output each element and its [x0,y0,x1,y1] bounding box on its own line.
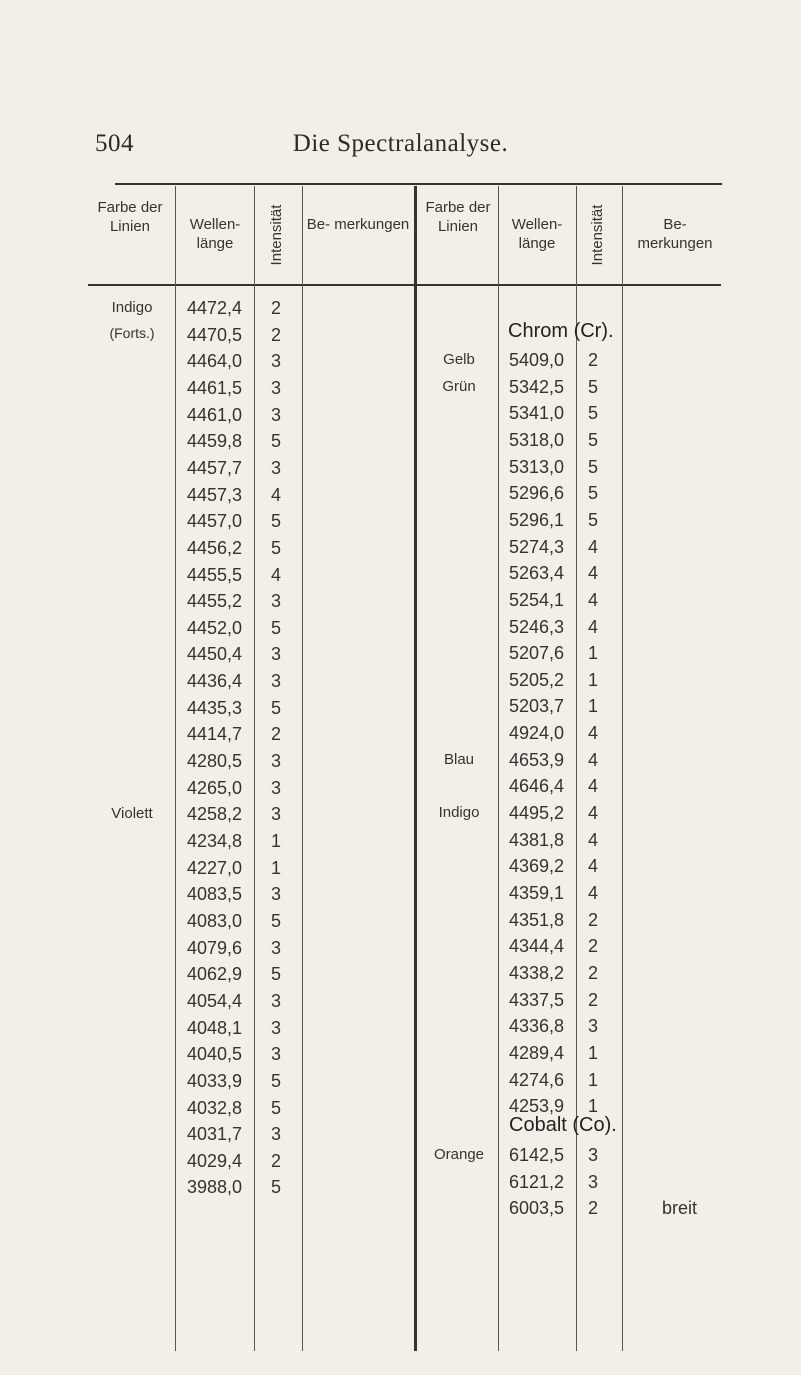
header-wellenlaenge-right: Wellen- länge [511,216,563,252]
wavelength-cell: 4253,9 [509,1096,565,1117]
wavelength-cell: 5341,0 [509,403,565,424]
intensity-cell: 2 [587,962,598,983]
wavelength-cell: 3988,0 [187,1177,243,1198]
intensity-cell: 2 [270,298,281,318]
wavelength-cell: 5318,0 [509,429,565,450]
wavelength-cell: 4062,9 [187,964,243,985]
wavelength-cell: 4455,2 [187,591,243,612]
wavelength-cell: 4457,0 [187,511,243,532]
wavelength-cell: 6142,5 [509,1145,565,1165]
wavelength-cell: 5203,7 [509,696,565,717]
wavelength-cell: 4470,5 [187,324,243,345]
intensity-cell: 4 [587,776,598,797]
intensity-cell: 3 [270,1124,281,1145]
wavelength-cell: 4033,9 [187,1070,243,1091]
wavelength-cell: 4265,0 [187,777,243,798]
wavelength-cell: 5313,0 [509,456,565,477]
color-label-cell: Gelb [443,351,475,368]
wavelength-cell: 4079,6 [187,937,243,958]
wavelength-cell: 5207,6 [509,643,565,664]
wavelength-cell: 5296,1 [509,509,565,530]
intensity-cell: 4 [587,749,598,770]
wavelength-cell: 4351,8 [509,909,565,930]
wavelength-cell: 4083,0 [187,910,243,931]
wavelength-cell: 4054,4 [187,990,243,1011]
page-number: 504 [95,130,134,157]
wavelength-cell: 4459,8 [187,431,243,452]
intensity-cell: 3 [587,1145,598,1165]
intensity-cell: 2 [587,350,598,370]
intensity-cell: 3 [270,804,281,825]
intensity-cell: 5 [270,910,281,931]
intensity-cell: 5 [270,511,281,532]
intensity-cell: 5 [587,509,598,530]
wavelength-cell: 4031,7 [187,1124,243,1145]
wavelength-cell: 4258,2 [187,804,243,825]
column-divider [576,186,577,1351]
wavelength-cell: 5409,0 [509,350,565,370]
intensity-cell: 2 [270,1150,281,1171]
header-farbe-left: Farbe der Linien [97,199,163,235]
header-bemerkungen-left: Be- merkungen [306,216,410,233]
wavelength-cell: 5274,3 [509,536,565,557]
intensity-cell: 4 [587,536,598,557]
wavelength-cell: 4464,0 [187,351,243,372]
intensity-cell: 5 [270,1177,281,1198]
intensity-cell: 3 [270,671,281,692]
intensity-cell: 1 [587,643,598,664]
table-header-rule [88,284,721,286]
wavelength-cell: 4457,7 [187,457,243,478]
column-divider [498,186,499,1351]
intensity-cell: 1 [270,857,281,878]
intensity-cell: 2 [587,936,598,957]
wavelength-cell: 4032,8 [187,1097,243,1118]
intensity-cell: 2 [587,909,598,930]
wavelength-cell: 5342,5 [509,376,565,397]
intensity-cell: 4 [587,803,598,824]
intensity-cell: 3 [270,457,281,478]
intensity-cell: 5 [270,697,281,718]
wavelength-cell: 5246,3 [509,616,565,637]
intensity-cell: 3 [270,751,281,772]
wavelength-cell: 4450,4 [187,644,243,665]
intensity-cell: 5 [587,376,598,397]
intensity-cell: 2 [270,724,281,745]
intensity-cell: 3 [270,404,281,425]
intensity-cell: 5 [270,1070,281,1091]
wavelength-cell: 4289,4 [509,1042,565,1063]
intensity-cell: 3 [270,777,281,798]
wavelength-cell: 4646,4 [509,776,565,797]
header-intensitaet-right: Intensität [589,204,606,266]
intensity-cell: 1 [587,1042,598,1063]
intensity-cell: 4 [587,829,598,850]
intensity-cell: 3 [270,351,281,372]
intensity-cell: 4 [587,856,598,877]
intensity-cell: 4 [587,883,598,903]
intensity-cell: 5 [270,964,281,985]
color-label-cell: Orange [433,1146,485,1163]
column-divider [622,186,623,1351]
intensity-cell: 1 [270,831,281,851]
intensity-cell: 5 [587,456,598,477]
wavelength-cell: 4455,5 [187,564,243,585]
wavelength-cell: 4336,8 [509,1016,565,1037]
wavelength-cell: 4040,5 [187,1044,243,1065]
intensity-cell: 5 [270,617,281,638]
intensity-cell: 3 [270,591,281,612]
intensity-cell: 1 [587,696,598,717]
intensity-cell: 1 [587,1069,598,1090]
wavelength-cell: 4461,5 [187,377,243,398]
intensity-cell: 4 [587,723,598,744]
intensity-cell: 3 [270,884,281,905]
intensity-cell: 5 [587,429,598,450]
header-bemerkungen-right: Be- merkungen [637,216,713,252]
wavelength-cell: 4227,0 [187,857,243,878]
intensity-cell: 4 [270,484,281,505]
intensity-cell: 1 [587,669,598,690]
intensity-cell: 5 [270,431,281,452]
wavelength-cell: 4414,7 [187,724,243,745]
wavelength-cell: 4369,2 [509,856,565,877]
wavelength-cell: 4083,5 [187,884,243,905]
wavelength-cell: 4461,0 [187,404,243,425]
wavelength-cell: 4452,0 [187,617,243,638]
color-label-cell: Blau [443,750,475,768]
wavelength-cell: 4381,8 [509,829,565,850]
table-center-divider [414,186,417,1351]
wavelength-cell: 4029,4 [187,1150,243,1171]
wavelength-cell: 4472,4 [187,298,243,318]
header-intensitaet-left: Intensität [268,204,285,266]
intensity-cell: 3 [270,1044,281,1065]
wavelength-cell: 6121,2 [509,1171,565,1192]
column-divider [175,186,176,1351]
column-divider [302,186,303,1351]
wavelength-cell: 4457,3 [187,484,243,505]
header-wellenlaenge-left: Wellen- länge [189,216,241,252]
intensity-cell: 1 [587,1096,598,1117]
wavelength-cell: 4274,6 [509,1069,565,1090]
wavelength-cell: 4234,8 [187,831,243,851]
wavelength-cell: 5296,6 [509,483,565,504]
wavelength-cell: 4456,2 [187,537,243,558]
intensity-cell: 4 [587,563,598,584]
intensity-cell: 5 [587,403,598,424]
intensity-cell: 3 [270,377,281,398]
wavelength-cell: 5254,1 [509,589,565,610]
wavelength-cell: 4435,3 [187,697,243,718]
intensity-cell: 5 [270,537,281,558]
wavelength-cell: 6003,5 [509,1198,565,1219]
wavelength-cell: 4048,1 [187,1017,243,1038]
section-title-chrom: Chrom (Cr). [508,320,614,342]
color-label-cell: Indigo [438,804,480,822]
wavelength-cell: 4436,4 [187,671,243,692]
wavelength-cell: 4337,5 [509,989,565,1010]
wavelength-cell: 4924,0 [509,723,565,744]
wavelength-cell: 4653,9 [509,749,565,770]
color-label-cell: (Forts.) [109,324,155,341]
intensity-cell: 3 [270,1017,281,1038]
wavelength-cell: 5263,4 [509,563,565,584]
wavelength-cell: 4280,5 [187,751,243,772]
wavelength-cell: 4344,4 [509,936,565,957]
intensity-cell: 3 [587,1016,598,1037]
wavelength-cell: 5205,2 [509,669,565,690]
intensity-cell: 2 [270,324,281,345]
column-divider [254,186,255,1351]
intensity-cell: 4 [270,564,281,585]
section-title-cobalt: Cobalt (Co). [509,1114,617,1136]
intensity-cell: 2 [587,1198,598,1219]
running-title: Die Spectralanalyse. [292,130,509,157]
intensity-cell: 5 [270,1097,281,1118]
color-label-cell: Indigo [111,299,153,316]
wavelength-cell: 4359,1 [509,883,565,903]
color-label-cell: Violett [111,805,153,823]
color-label-cell: Grün [442,377,476,395]
wavelength-cell: 4338,2 [509,962,565,983]
intensity-cell: 3 [270,644,281,665]
header-farbe-right: Farbe der Linien [425,199,491,235]
table-top-rule [115,183,722,185]
wavelength-cell: 4495,2 [509,803,565,824]
intensity-cell: 3 [270,990,281,1011]
intensity-cell: 4 [587,589,598,610]
intensity-cell: 3 [270,937,281,958]
note-cell: breit [662,1198,698,1219]
intensity-cell: 3 [587,1171,598,1192]
intensity-cell: 2 [587,989,598,1010]
intensity-cell: 4 [587,616,598,637]
page-header [0,130,801,160]
intensity-cell: 5 [587,483,598,504]
